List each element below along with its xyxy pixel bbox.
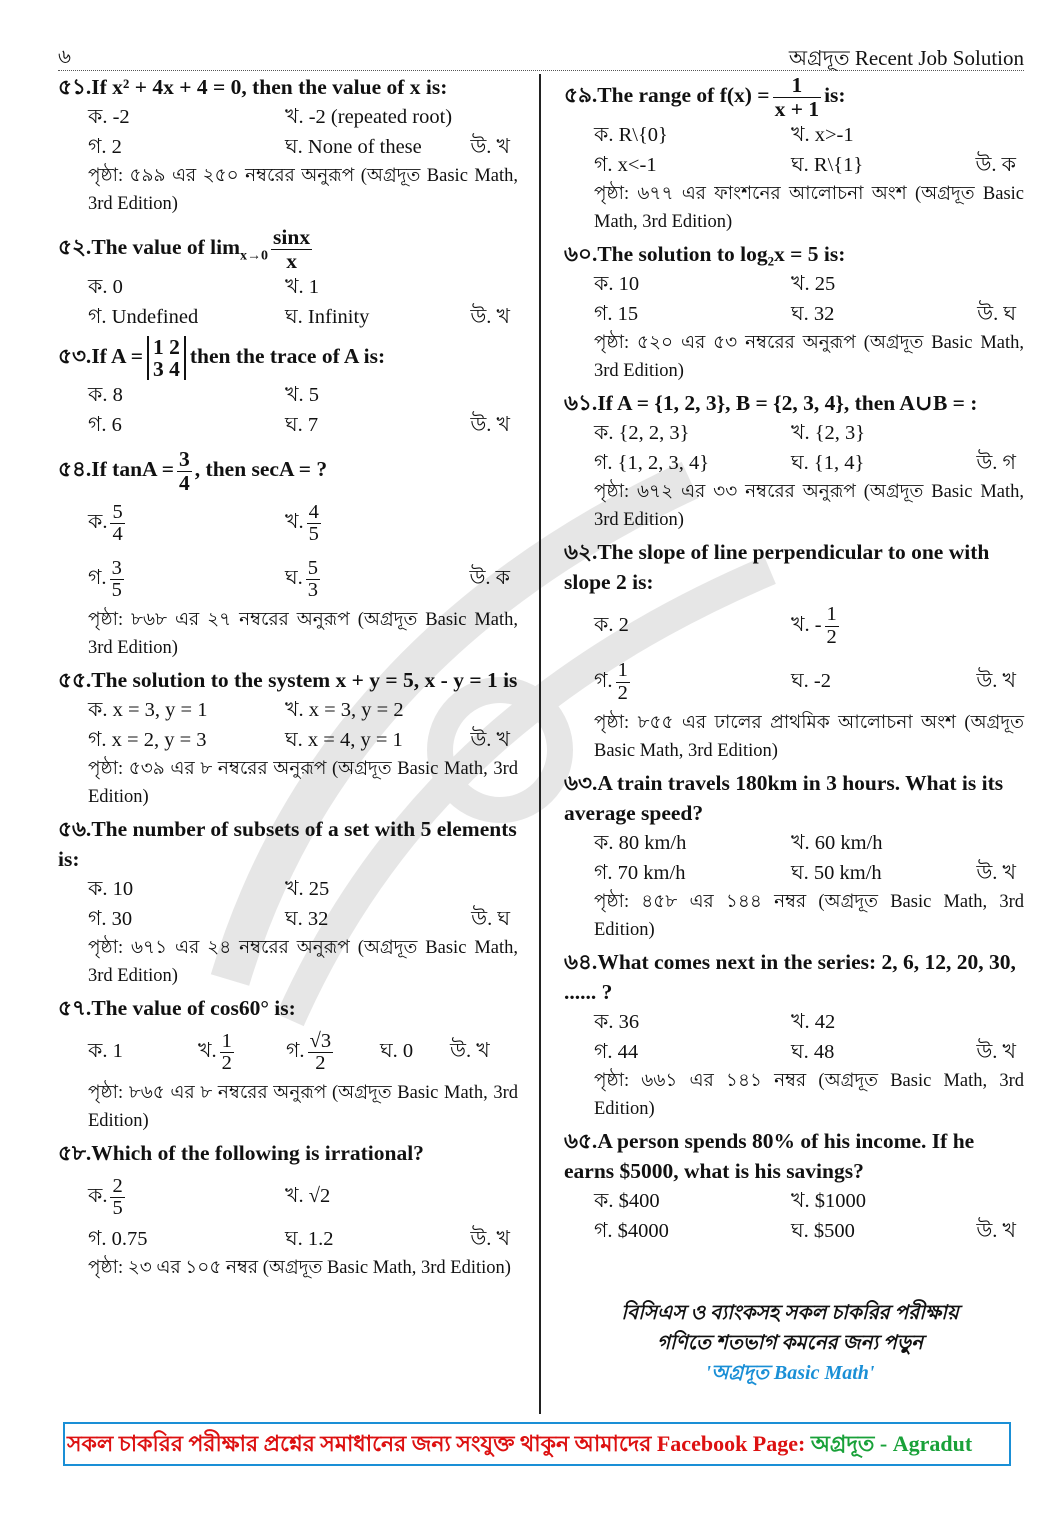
option-b: খ. - $\frac{1}{2}$	[791, 603, 837, 648]
question-text: The solution to the system x + y = 5, x - y = 1 is	[91, 668, 518, 693]
facebook-page-link[interactable]: অগ্রদূত - Agradut	[810, 1431, 973, 1456]
option-b: খ. {2, 3}	[791, 422, 866, 445]
answer: উ. ক	[469, 567, 510, 590]
option-c: গ. $\frac{3}{5}$	[88, 556, 122, 602]
option-b: খ. √2	[285, 1185, 331, 1208]
option-a: ক. {2, 2, 3}	[594, 422, 690, 445]
facebook-label: Facebook Page:	[656, 1431, 811, 1456]
option-c: গ. $\frac{√3}{2}$	[286, 1029, 332, 1075]
reference-note: পৃষ্ঠা: ৬৭৭ এর ফাংশনের আলোচনা অংশ (অগ্রদূত Basic Math, 3rd Edition)	[594, 184, 1024, 233]
option-c: গ. $\frac{1}{2}$	[594, 659, 628, 704]
question-text: If A = {1, 2, 3}, B = {2, 3, 4}, then A∪B = :	[597, 391, 978, 416]
option-c: গ. 0.75	[88, 1228, 148, 1251]
reference-note: পৃষ্ঠা: ৮৬৮ এর ২৭ নম্বরের অনুরূপ (অগ্রদূত Basic Math, 3rd Edition)	[88, 610, 518, 659]
question-60: ৬০.The solution to log₂x = 5 is: ক. 10 খ. 25 গ. 15 ঘ. 32 উ. ঘ পৃষ্ঠা: ৫২০ এর ৫৩ নম্বরের অনুরূপ (অগ্রদূত Basic Math, 3rd Edition)	[564, 239, 1024, 385]
option-c: গ. 70 km/h	[594, 862, 686, 885]
option-b: খ. 42	[791, 1011, 836, 1034]
option-b: খ. 1	[285, 276, 319, 299]
option-a: ক. 8	[88, 384, 123, 407]
question-56: ৫৬.The number of subsets of a set with 5 elements is: ক. 10 খ. 25 গ. 30 ঘ. 32 উ. ঘ পৃষ্ঠা: ৬৭১ এর ২৪ নম্বরের অনুরূপ (অগ্রদূত Basic Math, 3rd Edition)	[58, 814, 518, 990]
option-c: গ. 6	[88, 414, 122, 437]
question-63: ৬৩.A train travels 180km in 3 hours. What is its average speed? ক. 80 km/h খ. 60 km/h গ. 70 km/h ঘ. 50 km/h উ. খ পৃষ্ঠা: ৪৫৮ এর ১৪৪ নম্বর (অগ্রদূত Basic Math, 3rd Edition)	[564, 768, 1024, 944]
option-a: ক. 10	[594, 273, 640, 296]
option-a: ক. 0	[88, 276, 123, 299]
answer: উ. খ	[470, 136, 510, 158]
option-b: খ. 25	[791, 273, 836, 296]
question-text: The solution to log₂x = 5 is:	[597, 242, 846, 267]
left-column	[58, 72, 518, 1285]
option-d: ঘ. None of these	[285, 136, 422, 158]
book-promo	[590, 1298, 990, 1388]
header-title: অগ্রদূত Recent Job Solution	[788, 46, 1024, 70]
column-divider	[539, 74, 541, 1414]
promo-line-1: বিসিএস ও ব্যাংকসহ সকল চাকরির পরীক্ষায়	[621, 1302, 959, 1324]
question-57: ৫৭.The value of cos60° is: ক. 1 খ. $\frac{1}{2}$ গ. $\frac{√3}{2}$ ঘ. 0 উ. খ পৃষ্ঠা: ৮৬৫ এর ৮ নম্বরের অনুরূপ (অগ্রদূত Basic Math, 3rd Edition)	[58, 993, 518, 1135]
question-52: ৫২.The value of $\lim_{x\to 0}$ $\frac{\sin x}{x}$ ক. 0 খ. 1 গ. Undefined ঘ. Infinity উ. খ	[58, 226, 518, 332]
answer: উ. ঘ	[977, 303, 1016, 326]
option-d: ঘ. 32	[791, 303, 835, 326]
option-c: গ. 30	[88, 908, 133, 931]
answer: উ. খ	[976, 1041, 1016, 1064]
reference-note: পৃষ্ঠা: ৬৭১ এর ২৪ নম্বরের অনুরূপ (অগ্রদূত Basic Math, 3rd Edition)	[88, 938, 518, 987]
option-c: গ. 15	[594, 303, 639, 326]
answer: উ. খ	[976, 670, 1016, 693]
reference-note: পৃষ্ঠা: ৮৬৫ এর ৮ নম্বরের অনুরূপ (অগ্রদূত Basic Math, 3rd Edition)	[88, 1083, 518, 1132]
question-59: ৫৯.The range of f(x) = $\frac{1}{x + 1}$ is: ক. R\{0} খ. x>-1 গ. x<-1 ঘ. R\{1} উ. ক পৃষ্ঠা: ৬৭৭ এর ফাংশনের আলোচনা অংশ (অগ্রদূত Basic Math, 3rd Edition)	[564, 74, 1024, 236]
reference-note: পৃষ্ঠা: ৮৫৫ এর ঢালের প্রাথমিক আলোচনা অংশ (অগ্রদূত Basic Math, 3rd Edition)	[594, 713, 1024, 762]
option-a: ক. R\{0}	[594, 124, 668, 147]
reference-note: পৃষ্ঠা: ৬৭২ এর ৩৩ নম্বরের অনুরূপ (অগ্রদূত Basic Math, 3rd Edition)	[594, 482, 1024, 531]
option-d: ঘ. 7	[285, 414, 319, 437]
answer: উ. খ	[470, 729, 510, 752]
page-header	[58, 40, 1024, 71]
option-d: ঘ. $500	[791, 1220, 855, 1243]
reference-note: পৃষ্ঠা: ৫৯৯ এর ২৫০ নম্বরের অনুরূপ (অগ্রদূত Basic Math, 3rd Edition)	[88, 166, 518, 214]
answer: উ. গ	[976, 452, 1016, 475]
reference-note: পৃষ্ঠা: ৪৫৮ এর ১৪৪ নম্বর (অগ্রদূত Basic Math, 3rd Edition)	[594, 892, 1024, 941]
option-d: ঘ. -2	[791, 670, 831, 693]
option-d: ঘ. $\frac{5}{3}$	[285, 556, 319, 602]
option-d: ঘ. 1.2	[285, 1228, 334, 1251]
question-51: ৫১.If x² + 4x + 4 = 0, then the value of x is: ক. -2 খ. -2 (repeated root) গ. 2 ঘ. None of these উ. খ পৃষ্ঠা: ৫৯৯ এর ২৫০ নম্বরের অনুরূপ (অগ্রদূত Basic Math, 3rd Edition)	[58, 72, 518, 218]
question-text: What comes next in the series: 2, 6, 12, 20, 30, ...... ?	[564, 950, 1016, 1005]
option-c: গ. 2	[88, 136, 122, 158]
promo-book-title: 'অগ্রদূত Basic Math'	[705, 1362, 875, 1384]
option-c: গ. Undefined	[88, 306, 199, 329]
footer-text: সকল চাকরির পরীক্ষার প্রশ্নের সমাধানের জন্য সংযুক্ত থাকুন আমাদের	[67, 1431, 657, 1456]
answer: উ. খ	[470, 1228, 510, 1251]
question-64: ৬৪.What comes next in the series: 2, 6, 12, 20, 30, ...... ? ক. 36 খ. 42 গ. 44 ঘ. 48 উ. খ পৃষ্ঠা: ৬৬১ এর ১৪১ নম্বর (অগ্রদূত Basic Math, 3rd Edition)	[564, 947, 1024, 1123]
question-text: The slope of line perpendicular to one with slope 2 is:	[564, 540, 990, 595]
reference-note: পৃষ্ঠা: ৫৩৯ এর ৮ নম্বরের অনুরূপ (অগ্রদূত Basic Math, 3rd Edition)	[88, 759, 518, 808]
answer: উ. খ	[976, 862, 1016, 885]
question-text: If x² + 4x + 4 = 0, then the value of x is:	[91, 75, 448, 99]
footer-banner	[63, 1422, 1011, 1466]
question-58: ৫৮.Which of the following is irrational? ক. $\frac{2}{5}$ খ. √2 গ. 0.75 ঘ. 1.2 উ. খ পৃষ্ঠা: ২৩ এর ১০৫ নম্বর (অগ্রদূত Basic Math, 3rd Edition)	[58, 1138, 518, 1282]
question-62: ৬২.The slope of line perpendicular to one with slope 2 is: ক. 2 খ. - $\frac{1}{2}$ গ. $\frac{1}{2}$ ঘ. -2 উ. খ পৃষ্ঠা: ৮৫৫ এর ঢালের প্রাথমিক আলোচনা অংশ (অগ্রদূত Basic Math, 3rd Edition)	[564, 537, 1024, 765]
reference-note: পৃষ্ঠা: ৬৬১ এর ১৪১ নম্বর (অগ্রদূত Basic Math, 3rd Edition)	[594, 1071, 1024, 1120]
option-d: ঘ. R\{1}	[791, 154, 864, 177]
question-54: ৫৪.If tanA = $\frac{3}{4}$ , then secA = ? ক. $\frac{5}{4}$ খ. $\frac{4}{5}$ গ. $\frac{3}{5}$ ঘ. $\frac{5}{3}$ উ. ক পৃষ্ঠা: ৮৬৮ এর ২৭ নম্বরের অনুরূপ (অগ্রদূত Basic Math, 3rd Edition)	[58, 448, 518, 662]
option-d: ঘ. 48	[791, 1041, 835, 1064]
option-b: খ. x = 3, y = 2	[285, 699, 404, 722]
question-53: ৫৩.If A = 1 2 3 4 then the trace of A is: ক. 8 খ. 5 গ. 6 ঘ. 7 উ. খ	[58, 336, 518, 440]
option-d: ঘ. 50 km/h	[791, 862, 882, 885]
option-a: ক. 10	[88, 878, 134, 901]
option-d: ঘ. Infinity	[285, 306, 370, 329]
option-c: গ. x<-1	[594, 154, 657, 177]
answer: উ. খ	[976, 1220, 1016, 1243]
question-text: A train travels 180km in 3 hours. What is its average speed?	[564, 771, 1004, 826]
option-a: ক. $\frac{5}{4}$	[88, 500, 123, 546]
question-55: ৫৫.The solution to the system x + y = 5, x - y = 1 is ক. x = 3, y = 1 খ. x = 3, y = 2 গ. x = 2, y = 3 ঘ. x = 4, y = 1 উ. খ পৃষ্ঠা: ৫৩৯ এর ৮ নম্বরের অনুরূপ (অগ্রদূত Basic Math, 3rd Edition)	[58, 665, 518, 811]
option-a: ক. 36	[594, 1011, 640, 1034]
question-text: The number of subsets of a set with 5 elements is:	[58, 817, 517, 872]
option-c: গ. $4000	[594, 1220, 669, 1243]
option-a: ক. $\frac{2}{5}$	[88, 1174, 123, 1220]
option-c: গ. x = 2, y = 3	[88, 729, 207, 752]
option-a: ক. -2	[88, 106, 130, 128]
reference-note: পৃষ্ঠা: ২৩ এর ১০৫ নম্বর (অগ্রদূত Basic Math, 3rd Edition)	[88, 1258, 511, 1279]
option-d: ঘ. x = 4, y = 1	[285, 729, 403, 752]
option-c: গ. {1, 2, 3, 4}	[594, 452, 710, 475]
option-b: খ. $\frac{1}{2}$	[198, 1029, 232, 1075]
option-a: ক. x = 3, y = 1	[88, 699, 208, 722]
answer: উ. খ	[450, 1040, 490, 1063]
promo-line-2: গণিতে শতভাগ কমনের জন্য পড়ুন	[656, 1332, 924, 1354]
option-a: ক. 80 km/h	[594, 832, 687, 855]
reference-note: পৃষ্ঠা: ৫২০ এর ৫৩ নম্বরের অনুরূপ (অগ্রদূত Basic Math, 3rd Edition)	[594, 333, 1024, 382]
option-c: গ. 44	[594, 1041, 639, 1064]
option-b: খ. 60 km/h	[791, 832, 883, 855]
answer: উ. খ	[470, 414, 510, 437]
option-d: ঘ. 32	[285, 908, 329, 931]
question-text: The value of cos60° is:	[91, 996, 296, 1021]
page-number: ৬	[58, 46, 72, 68]
option-b: খ. -2 (repeated root)	[285, 106, 453, 128]
option-d: ঘ. 0	[380, 1040, 414, 1063]
option-d: ঘ. {1, 4}	[791, 452, 865, 475]
answer: উ. ক	[975, 154, 1016, 177]
option-b: খ. x>-1	[791, 124, 854, 147]
option-a: ক. 2	[594, 614, 629, 637]
option-b: খ. $1000	[791, 1190, 866, 1213]
question-text: A person spends 80% of his income. If he earns $5000, what is his savings?	[564, 1129, 975, 1184]
question-text: Which of the following is irrational?	[91, 1141, 424, 1166]
option-a: ক. $400	[594, 1190, 660, 1213]
question-61: ৬১.If A = {1, 2, 3}, B = {2, 3, 4}, then A∪B = : ক. {2, 2, 3} খ. {2, 3} গ. {1, 2, 3, 4} ঘ. {1, 4} উ. গ পৃষ্ঠা: ৬৭২ এর ৩৩ নম্বরের অনুরূপ (অগ্রদূত Basic Math, 3rd Edition)	[564, 388, 1024, 534]
option-b: খ. $\frac{4}{5}$	[285, 500, 319, 546]
answer: উ. ঘ	[471, 908, 510, 931]
option-b: খ. 5	[285, 384, 319, 407]
right-column	[564, 72, 1024, 1249]
answer: উ. খ	[470, 306, 510, 329]
question-65: ৬৫.A person spends 80% of his income. If he earns $5000, what is his savings? ক. $400 খ. $1000 গ. $4000 ঘ. $500 উ. খ	[564, 1126, 1024, 1246]
option-a: ক. 1	[88, 1040, 123, 1063]
option-b: খ. 25	[285, 878, 330, 901]
